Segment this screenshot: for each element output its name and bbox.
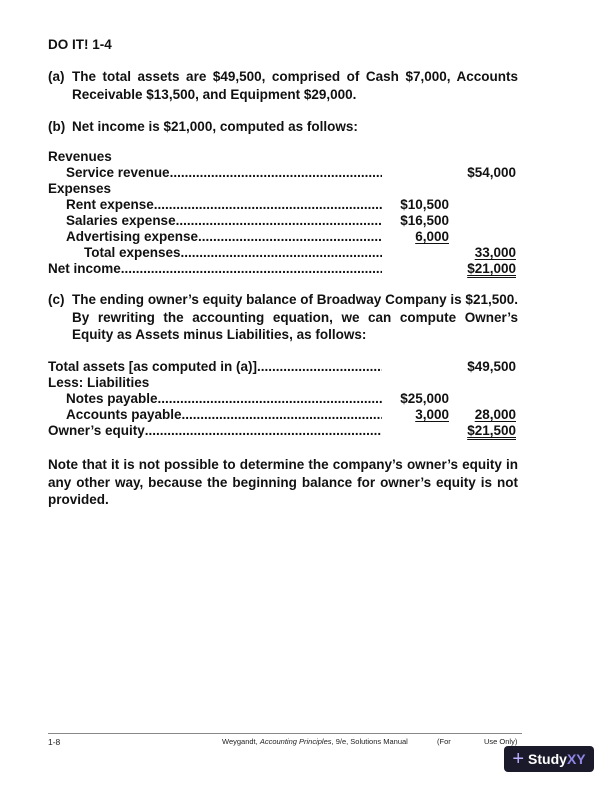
part-c-label: (c) — [48, 292, 65, 307]
row-label: Accounts payable — [66, 407, 182, 422]
part-b — [48, 118, 518, 136]
logo-text-main: Study — [528, 751, 567, 767]
table-row — [0, 391, 612, 407]
table-row — [0, 165, 612, 181]
part-a-text: The total assets are $49,500, comprised of Cash $7,000, Accounts Receivable $13,500, and Equipment $29,000. — [72, 69, 518, 102]
leader-dots — [181, 245, 382, 261]
row-label: Expenses — [48, 181, 112, 196]
page-number: 1-8 — [48, 737, 61, 747]
amount: $54,000 — [467, 165, 516, 180]
row-label: Advertising expense — [66, 229, 199, 244]
leader-dots — [257, 359, 382, 375]
leader-dots — [158, 391, 382, 407]
amount: $16,500 — [400, 213, 449, 228]
row-label: Total expenses — [84, 245, 181, 260]
part-c-text: The ending owner’s equity balance of Broadway Company is $21,500. By rewriting the accounting equation, we can compute Owner’s Equity as Assets minus Liabilities, as follows: — [72, 292, 518, 342]
page-heading: DO IT! 1-4 — [48, 37, 112, 52]
table-row — [0, 197, 612, 213]
footer-for: (For — [437, 737, 451, 746]
part-b-label: (b) — [48, 119, 66, 134]
table-row — [0, 213, 612, 229]
row-label: Revenues — [48, 149, 112, 164]
table-row — [0, 245, 612, 261]
part-a-label: (a) — [48, 69, 65, 84]
row-label: Less: Liabilities — [48, 375, 150, 390]
row-label: Notes payable — [66, 391, 158, 406]
leader-dots — [176, 213, 382, 229]
leader-dots — [198, 229, 382, 245]
footer-divider — [48, 733, 522, 734]
footer-use-only: Use Only) — [484, 737, 518, 746]
row-label: Salaries expense — [66, 213, 176, 228]
plus-icon: + — [512, 748, 525, 770]
amount: 33,000 — [474, 245, 516, 260]
amount: $25,000 — [400, 391, 449, 406]
table-row — [0, 181, 612, 197]
part-c — [48, 291, 518, 344]
part-b-text: Net income is $21,000, computed as follows: — [72, 119, 358, 134]
table-row — [0, 423, 612, 439]
leader-dots — [145, 423, 382, 439]
table-row — [0, 149, 612, 165]
source-suffix: , 9/e, Solutions Manual — [331, 737, 408, 746]
table-row — [0, 375, 612, 391]
table-row — [0, 407, 612, 423]
amount: 6,000 — [415, 229, 449, 244]
amount: $10,500 — [400, 197, 449, 212]
logo-text — [528, 751, 586, 767]
leader-dots — [170, 165, 382, 181]
table-row — [0, 229, 612, 245]
table-row — [0, 261, 612, 277]
amount: 3,000 — [415, 407, 449, 422]
note-paragraph: Note that it is not possible to determine the company’s owner’s equity in any other way, because the beginning balance for owner’s equity is not provided. — [48, 457, 518, 507]
logo-text-accent: XY — [566, 751, 586, 767]
leader-dots — [154, 197, 382, 213]
amount: 28,000 — [474, 407, 516, 422]
source-prefix: Weygandt, — [222, 737, 260, 746]
row-label: Total assets [as computed in (a)] — [48, 359, 258, 374]
amount: $21,500 — [467, 423, 516, 438]
table-row — [0, 359, 612, 375]
row-label: Net income — [48, 261, 121, 276]
footer-source — [222, 737, 408, 746]
row-label: Rent expense — [66, 197, 154, 212]
amount: $49,500 — [467, 359, 516, 374]
leader-dots — [182, 407, 382, 423]
studyxy-logo[interactable] — [504, 746, 594, 772]
amount: $21,000 — [467, 261, 516, 276]
part-a — [48, 68, 518, 103]
row-label: Owner’s equity — [48, 423, 145, 438]
source-title: Accounting Principles — [259, 737, 332, 746]
leader-dots — [121, 261, 382, 277]
row-label: Service revenue — [66, 165, 170, 180]
